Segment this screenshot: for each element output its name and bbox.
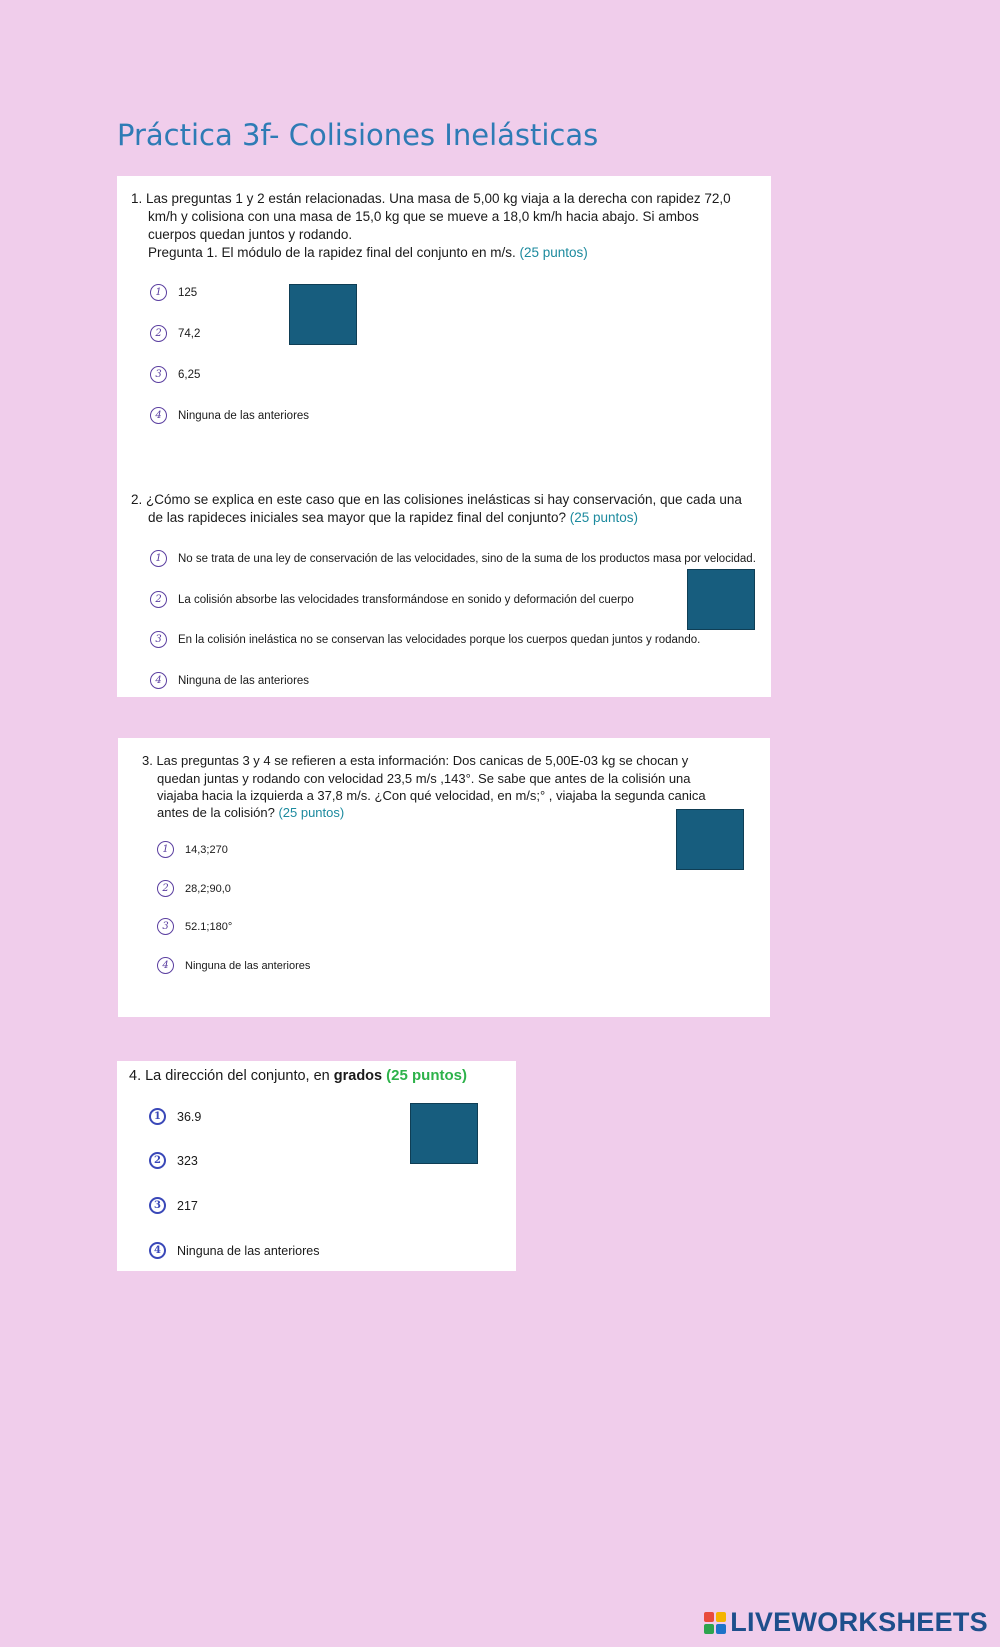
page-title: Práctica 3f- Colisiones Inelásticas <box>117 118 599 152</box>
q3-option-4 <box>157 957 310 974</box>
question-3-line-2: quedan juntas y rodando con velocidad 23,5 m/s ,143°. Se sabe que antes de la colisión una <box>157 771 691 786</box>
option-text: 6,25 <box>178 368 201 381</box>
q1-answer-dropzone[interactable] <box>289 284 357 345</box>
option-text: 14,3;270 <box>185 843 228 856</box>
option-text: Ninguna de las anteriores <box>178 674 310 687</box>
question-4-heading <box>129 1067 467 1084</box>
option-text: Ninguna de las anteriores <box>177 1243 320 1258</box>
q1-option-2 <box>150 325 200 342</box>
question-3-line-4: antes de la colisión? <box>157 805 275 820</box>
question-4-points: (25 puntos) <box>386 1067 467 1084</box>
option-number-icon: 3 <box>149 1197 166 1214</box>
question-1-prompt <box>148 244 588 262</box>
logo-text: LIVEWORKSHEETS <box>730 1607 988 1637</box>
question-2-line-1: 2. ¿Cómo se explica en este caso que en las colisiones inelásticas si hay conservación, que cada una <box>131 492 742 507</box>
option-text: 36.9 <box>177 1109 202 1124</box>
option-text: No se trata de una ley de conservación de las velocidades, sino de la suma de los productos masa por velocidad. <box>178 552 756 565</box>
logo-tile-1 <box>704 1612 714 1622</box>
liveworksheets-logo[interactable] <box>704 1607 988 1638</box>
option-number-icon: 3 <box>150 366 167 383</box>
q2-answer-dropzone[interactable] <box>687 569 755 630</box>
question-2-points: (25 puntos) <box>569 510 639 525</box>
q3-option-1 <box>157 841 228 858</box>
option-number-icon: 4 <box>150 407 167 424</box>
question-1-line-3: cuerpos quedan juntos y rodando. <box>148 227 353 242</box>
q2-option-1 <box>150 550 756 567</box>
q3-option-3 <box>157 918 232 935</box>
question-2-line-2: de las rapideces iniciales sea mayor que la rapidez final del conjunto? <box>148 510 566 525</box>
option-text: 74,2 <box>178 327 201 340</box>
option-text: En la colisión inelástica no se conservan las velocidades porque los cuerpos quedan juntos y rodando. <box>178 633 701 646</box>
question-4-card <box>117 1061 516 1271</box>
option-number-icon: 4 <box>150 672 167 689</box>
question-3-line-1: 3. Las preguntas 3 y 4 se refieren a esta información: Dos canicas de 5,00E-03 kg se chocan y <box>142 753 689 768</box>
logo-tile-3 <box>704 1624 714 1634</box>
q2-option-4 <box>150 672 309 689</box>
option-number-icon: 1 <box>150 284 167 301</box>
q2-option-3 <box>150 631 700 648</box>
q1-option-3 <box>150 366 200 383</box>
question-4-prefix: 4. La dirección del conjunto, en <box>129 1068 330 1084</box>
question-3-line-3: viajaba hacia la izquierda a 37,8 m/s. ¿Con qué velocidad, en m/s;° , viajaba la segunda canica <box>157 788 706 803</box>
q3-answer-dropzone[interactable] <box>676 809 744 870</box>
question-3-card <box>118 738 770 1017</box>
option-text: 217 <box>177 1198 198 1213</box>
option-text: 52.1;180° <box>185 920 233 933</box>
logo-tile-4 <box>716 1624 726 1634</box>
option-text: 323 <box>177 1153 198 1168</box>
q3-option-2 <box>157 880 231 897</box>
option-number-icon: 4 <box>157 957 174 974</box>
option-number-icon: 2 <box>150 325 167 342</box>
option-number-icon: 2 <box>157 880 174 897</box>
option-number-icon: 1 <box>157 841 174 858</box>
option-text: 125 <box>178 286 198 299</box>
q4-option-3 <box>149 1197 198 1214</box>
question-2-prompt <box>148 509 638 527</box>
q2-option-2 <box>150 591 634 608</box>
q4-option-4 <box>149 1242 319 1259</box>
question-1-line-2: km/h y colisiona con una masa de 15,0 kg que se mueve a 18,0 km/h hacia abajo. Si ambos <box>148 209 699 224</box>
question-4-bold-word: grados <box>333 1068 383 1084</box>
option-number-icon: 3 <box>150 631 167 648</box>
option-number-icon: 1 <box>150 550 167 567</box>
question-3-points: (25 puntos) <box>278 805 345 820</box>
q4-answer-dropzone[interactable] <box>410 1103 478 1164</box>
option-number-icon: 2 <box>149 1152 166 1169</box>
option-text: 28,2;90,0 <box>185 882 231 895</box>
option-number-icon: 3 <box>157 918 174 935</box>
q1-option-1 <box>150 284 197 301</box>
question-1-points: (25 puntos) <box>519 245 588 260</box>
option-number-icon: 1 <box>149 1108 166 1125</box>
question-2-card <box>117 476 771 697</box>
q4-option-2 <box>149 1152 198 1169</box>
q4-option-1 <box>149 1108 201 1125</box>
question-3-prompt <box>157 804 344 822</box>
logo-tile-2 <box>716 1612 726 1622</box>
option-number-icon: 4 <box>149 1242 166 1259</box>
option-text: La colisión absorbe las velocidades transformándose en sonido y deformación del cuerpo <box>178 593 634 606</box>
question-1-line-4: Pregunta 1. El módulo de la rapidez final del conjunto en m/s. <box>148 245 516 260</box>
q1-option-4 <box>150 407 309 424</box>
option-number-icon: 2 <box>150 591 167 608</box>
option-text: Ninguna de las anteriores <box>178 409 310 422</box>
option-text: Ninguna de las anteriores <box>185 959 311 972</box>
question-1-line-1: 1. Las preguntas 1 y 2 están relacionadas. Una masa de 5,00 kg viaja a la derecha con rapidez 72,0 <box>131 191 731 206</box>
question-1-card <box>117 176 771 476</box>
liveworksheets-logo-icon <box>704 1612 726 1634</box>
